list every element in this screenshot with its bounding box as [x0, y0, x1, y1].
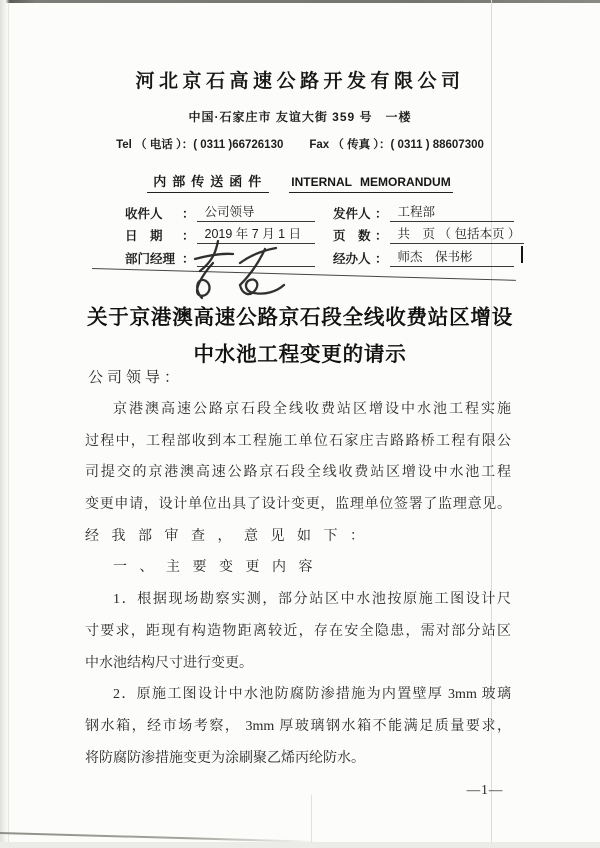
tel-number: Tel （ 电话 ）：( 0311 )66726130: [116, 139, 284, 151]
body-line: 司提交的京港澳高速公路京石段全线收费站区增设中水池工程: [85, 465, 511, 481]
field-value: 师杰 保书彬: [390, 247, 514, 267]
body-line: 寸要求，距现有构造物距离较近，存在安全隐患，需对部分站区: [85, 623, 511, 639]
field-label: 日 期: [125, 229, 163, 243]
contact-line: [40, 136, 560, 152]
company-name: 河北京石高速公路开发有限公司: [135, 71, 465, 92]
scan-bottom-band: [0, 842, 600, 848]
memo-type-chinese: 内部传送函件: [147, 171, 269, 193]
field-label: 发件人: [333, 206, 371, 221]
page-number: —1—: [466, 782, 504, 797]
document-body: [85, 394, 511, 774]
field-pages: [333, 222, 524, 245]
scan-edge-top: [0, 0, 600, 3]
field-colon: ：: [375, 206, 388, 221]
field-label: 页 数: [333, 229, 371, 243]
memo-fields-right: [333, 199, 524, 267]
memo-type-heading: [40, 171, 560, 193]
body-line: 变更申请，设计单位出具了设计变更，监理单位签署了监理意见。: [85, 497, 511, 513]
memo-type-english: INTERNAL MEMORANDUM: [289, 175, 452, 193]
body-line: 将防腐防渗措施变更为涂刷聚乙烯丙纶防水。: [85, 750, 365, 766]
body-line: 过程中，工程部收到本工程施工单位石家庄吉路路桥工程有限公: [85, 433, 511, 449]
field-colon: ：: [182, 206, 195, 221]
paper-left-edge-line: [8, 0, 9, 848]
field-value: 2019 年 7 月 1 日: [197, 224, 315, 244]
field-value: 公司领导: [197, 202, 315, 222]
document-title-line2: 中水池工程变更的请示: [193, 343, 407, 366]
body-line: 钢水箱，经市场考察， 3mm 厚玻璃钢水箱不能满足质量要求，: [85, 718, 511, 734]
field-value: 工程部: [390, 202, 514, 222]
document-title: [40, 299, 560, 373]
field-colon: ：: [182, 229, 195, 243]
field-label: 经办人: [333, 251, 371, 266]
field-recipient: [125, 199, 315, 222]
field-value: 共 页 （ 包括本页 ）: [390, 224, 525, 244]
document-title-line1: 关于京港澳高速公路京石段全线收费站区增设: [87, 306, 513, 329]
field-colon: ：: [375, 229, 388, 243]
body-line: 经我部审查，意见如下：: [85, 528, 377, 544]
salutation: 公司领导：: [88, 370, 184, 386]
company-address: 中国·石家庄市 友谊大街 359 号 一楼: [188, 110, 412, 124]
field-handler: [333, 244, 524, 267]
field-colon: ：: [375, 251, 388, 266]
field-label: 部门经理: [125, 251, 176, 266]
body-line: 1．根据现场勘察实测，部分站区中水池按原施工图设计尺: [113, 592, 511, 608]
body-line: 京港澳高速公路京石段全线收费站区增设中水池工程实施: [113, 402, 511, 417]
field-sender: [333, 199, 524, 222]
fax-number: Fax （ 传真 ）：( 0311 ) 88607300: [309, 139, 484, 151]
field-label: 收件人: [125, 206, 163, 221]
manager-handwritten-signature: [188, 234, 293, 306]
header-divider-rule: [92, 268, 516, 281]
body-line: 2．原施工图设计中水池防腐防渗措施为内置壁厚 3mm 玻璃: [113, 687, 511, 703]
section-heading: 一、主要变更内容: [113, 560, 325, 576]
body-line: 中水池结构尺寸进行变更。: [85, 655, 253, 671]
field-colon: ：: [182, 251, 195, 266]
